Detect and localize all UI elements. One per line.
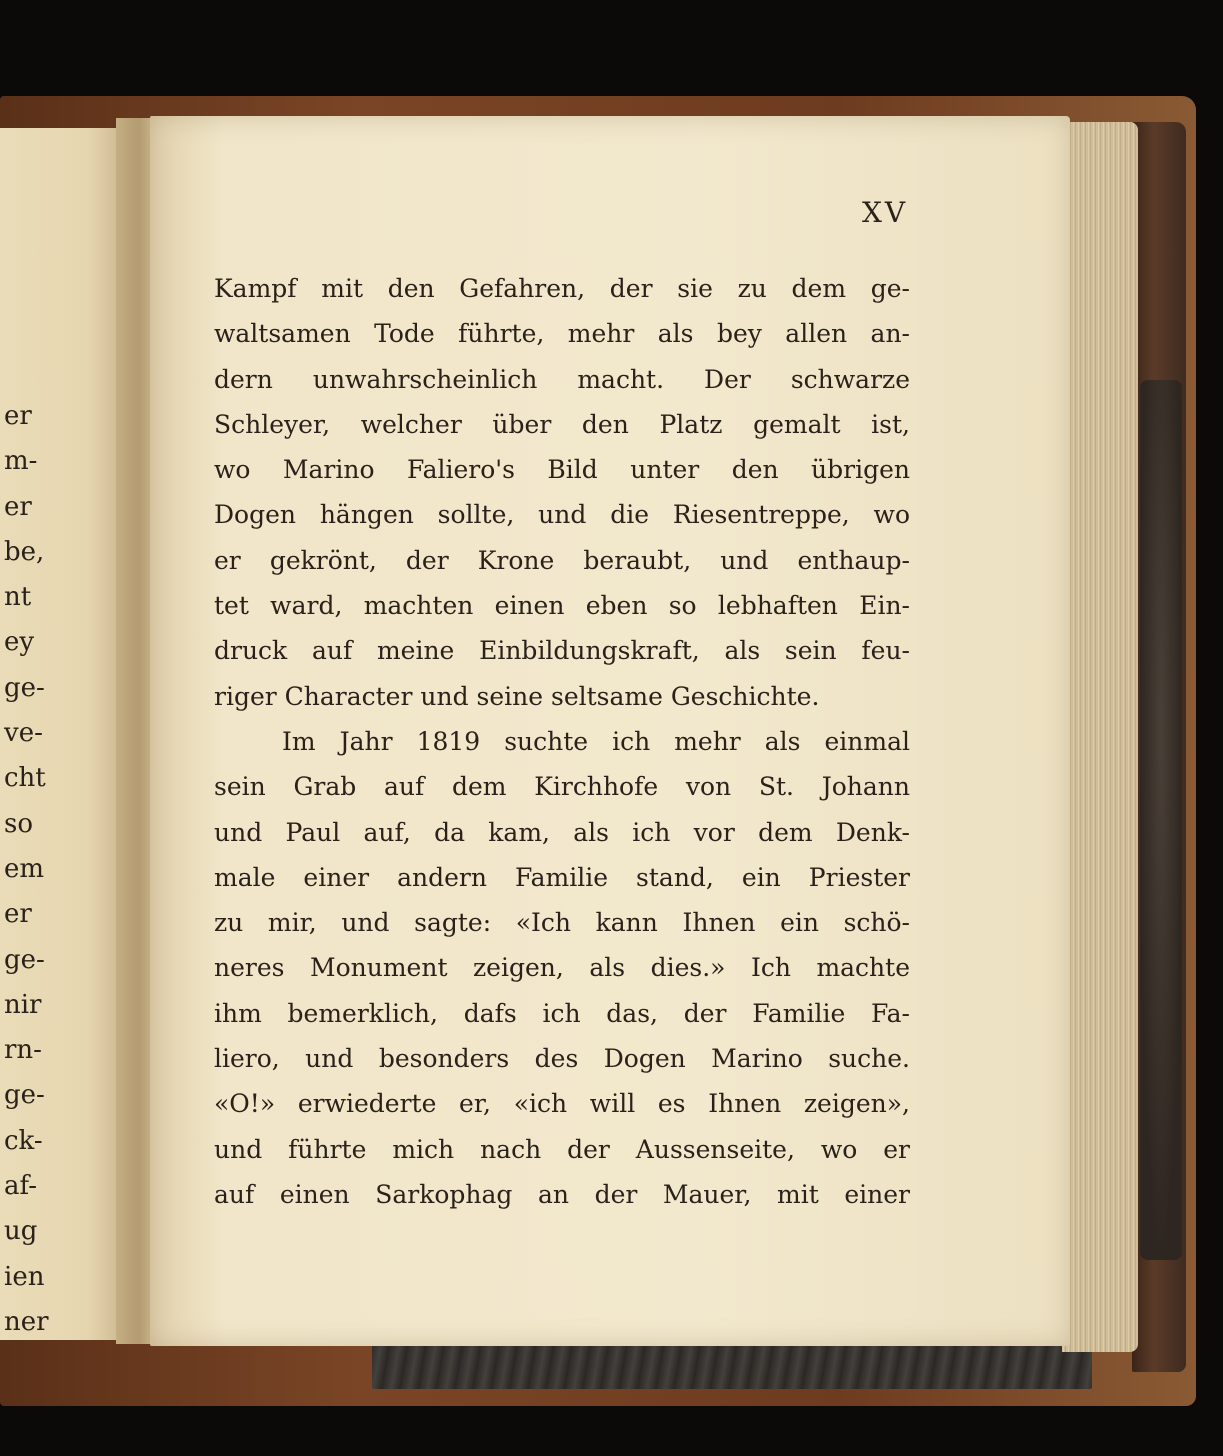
left-page-fragment: so: [4, 808, 33, 839]
text-line: er gekrönt, der Krone beraubt, und enthaup-: [214, 545, 910, 575]
left-page-fragment: m-: [4, 446, 38, 477]
worn-cover-patch: [1140, 380, 1182, 1260]
left-page-fragment: ve-: [4, 718, 43, 749]
page-block-edges: [1062, 122, 1138, 1352]
page-body-text: [214, 266, 910, 1217]
text-line: male einer andern Familie stand, ein Priester: [214, 862, 910, 892]
left-page-fragment: af-: [4, 1171, 37, 1202]
left-page-fragment: ck-: [4, 1125, 43, 1156]
left-page-fragment: ge-: [4, 1080, 45, 1111]
left-page-text: [0, 394, 122, 1345]
text-line: zu mir, und sagte: «Ich kann Ihnen ein schö-: [214, 908, 910, 938]
left-page-fragment: em: [4, 853, 45, 884]
text-line: auf einen Sarkophag an der Mauer, mit einer: [214, 1179, 910, 1209]
left-page-fragment: ien: [4, 1261, 45, 1292]
left-page-fragment: ge-: [4, 672, 45, 703]
left-page-fragment: er: [4, 401, 32, 431]
text-line: tet ward, machten einen eben so lebhaften Ein-: [214, 591, 910, 621]
left-page-fragment: nt: [4, 582, 32, 613]
left-page-fragment: be,: [4, 536, 45, 567]
text-line: «O!» erwiederte er, «ich will es Ihnen zeigen»,: [214, 1089, 910, 1119]
text-line: riger Character und seine seltsame Geschichte.: [214, 681, 820, 711]
text-line: neres Monument zeigen, als dies.» Ich machte: [214, 953, 910, 983]
text-line: ihm bemerklich, dafs ich das, der Familie Fa-: [214, 998, 910, 1028]
left-page-fragment: rn-: [4, 1035, 42, 1066]
text-line: sein Grab auf dem Kirchhofe von St. Johann: [214, 772, 910, 802]
text-line: Im Jahr 1819 suchte ich mehr als einmal: [282, 726, 910, 756]
page-number: XV: [862, 196, 909, 229]
text-line: wo Marino Faliero's Bild unter den übrigen: [214, 455, 910, 485]
text-line: dern unwahrscheinlich macht. Der schwarze: [214, 364, 910, 394]
left-page-fragment: ner: [4, 1306, 49, 1337]
left-page-fragment: ge-: [4, 944, 45, 975]
left-page-fragment: nir: [4, 989, 42, 1020]
left-page-fragment: er: [4, 491, 32, 522]
text-line: Kampf mit den Gefahren, der sie zu dem ge-: [214, 274, 910, 303]
text-line: liero, und besonders des Dogen Marino suche.: [214, 1044, 910, 1074]
left-page-fragment: ey: [4, 627, 35, 658]
left-page-fragment: ug: [4, 1216, 38, 1247]
text-line: Dogen hängen sollte, und die Riesentreppe, wo: [214, 500, 910, 530]
text-line: druck auf meine Einbildungskraft, als sein feu-: [214, 636, 910, 666]
text-line: und führte mich nach der Aussenseite, wo er: [214, 1134, 910, 1164]
text-line: Schleyer, welcher über den Platz gemalt ist,: [214, 409, 910, 439]
text-line: waltsamen Tode führte, mehr als bey allen an-: [214, 319, 910, 349]
left-page: [0, 128, 124, 1340]
left-page-fragment: cht: [4, 763, 46, 794]
marbled-endpaper: [372, 1343, 1092, 1389]
left-page-fragment: er: [4, 899, 32, 930]
text-line: und Paul auf, da kam, als ich vor dem Denk-: [214, 817, 910, 847]
